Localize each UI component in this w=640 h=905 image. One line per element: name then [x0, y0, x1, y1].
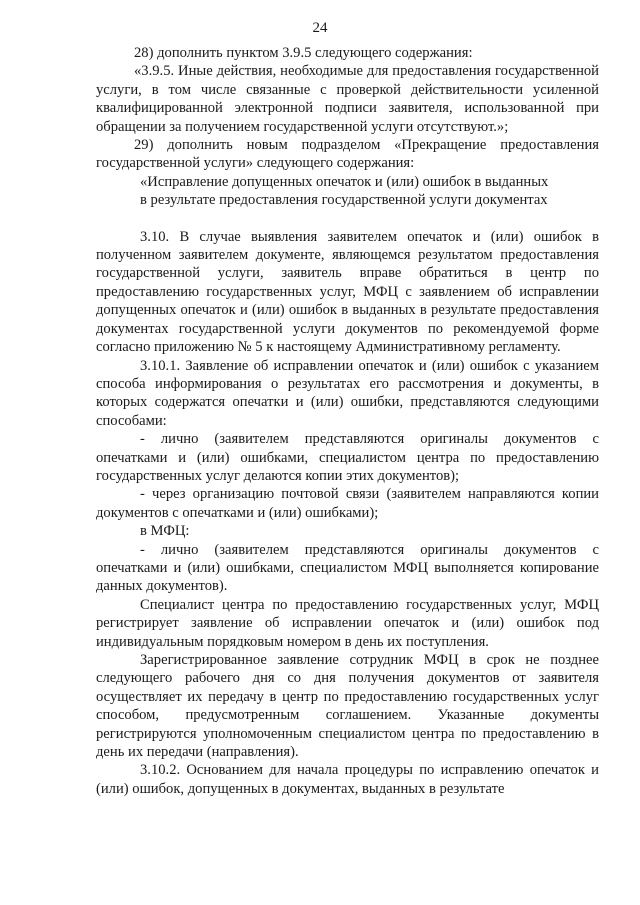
- registration-paragraph: Специалист центра по предоставлению государственных услуг, МФЦ регистрирует заявление об исправлении опечаток и (или) ошибок под индивидуальным порядковым номером в день их поступления.: [96, 596, 599, 650]
- subsection-heading: [96, 173, 599, 210]
- clause-3-10: 3.10. В случае выявления заявителем опечаток и (или) ошибок в полученном заявителем документе, являющемся результатом предоставления государственной услуги, заявитель вправе обратиться в центр по предоставлению государственных услуг, МФЦ с заявлением об исправлении допущенных опечаток и (или) ошибок в выданных в результате предоставления документах государственной услуги документов по рекомендуемой форме согласно приложению № 5 к настоящему Административному регламенту.: [96, 228, 599, 356]
- method-in-person: - лично (заявителем представляются оригиналы документов с опечатками и (или) ошибками, специалистом центра по предоставлению государственных услуг делаются копии этих документов);: [96, 431, 599, 484]
- mfc-in-person: - лично (заявителем представляются оригиналы документов с опечатками и (или) ошибками, специалистом МФЦ выполняется копирование данных документов).: [96, 541, 599, 595]
- page-number: 24: [312, 20, 328, 36]
- subsection-heading-line-1: «Исправление допущенных опечаток и (или) ошибок в выданных: [140, 173, 549, 190]
- subsection-heading-line-2: в результате предоставления государственной услуги документах: [140, 192, 548, 209]
- amendment-item-29: 29) дополнить новым подразделом «Прекращение предоставления государственной услуги» следующего содержания:: [96, 137, 599, 172]
- transfer-paragraph: Зарегистрированное заявление сотрудник МФЦ в срок не позднее следующего рабочего дня со дня получения документов от заявителя осуществляет их передачу в центр по предоставлению государственных услуг способом, предусмотренным соглашением. Указанные документы регистрируются уполномоченным специалистом центра по предоставлению в день их передачи (направления).: [96, 652, 599, 761]
- method-by-post: - через организацию почтовой связи (заявителем направляются копии документов с опечатками и (или) ошибками);: [96, 486, 599, 521]
- clause-3-9-5: «3.9.5. Иные действия, необходимые для предоставления государственной услуги, в том числе связанные с проверкой действительности усиленной квалифицированной электронной подписи заявителя, использованной при обращении за получением государственной услуги отсутствуют.»;: [96, 63, 599, 135]
- clause-3-10-1: 3.10.1. Заявление об исправлении опечаток и (или) ошибок с указанием способа информирования о результатах его рассмотрения и документы, в которых содержатся опечатки и (или) ошибки, представляются следующими способами:: [96, 357, 599, 429]
- document-body: [96, 44, 599, 798]
- mfc-label: в МФЦ:: [140, 523, 190, 540]
- clause-3-10-2: 3.10.2. Основанием для начала процедуры по исправлению опечаток и (или) ошибок, допущенных в документах, выданных в результате: [96, 762, 599, 797]
- amendment-item-28: 28) дополнить пунктом 3.9.5 следующего содержания:: [134, 45, 473, 61]
